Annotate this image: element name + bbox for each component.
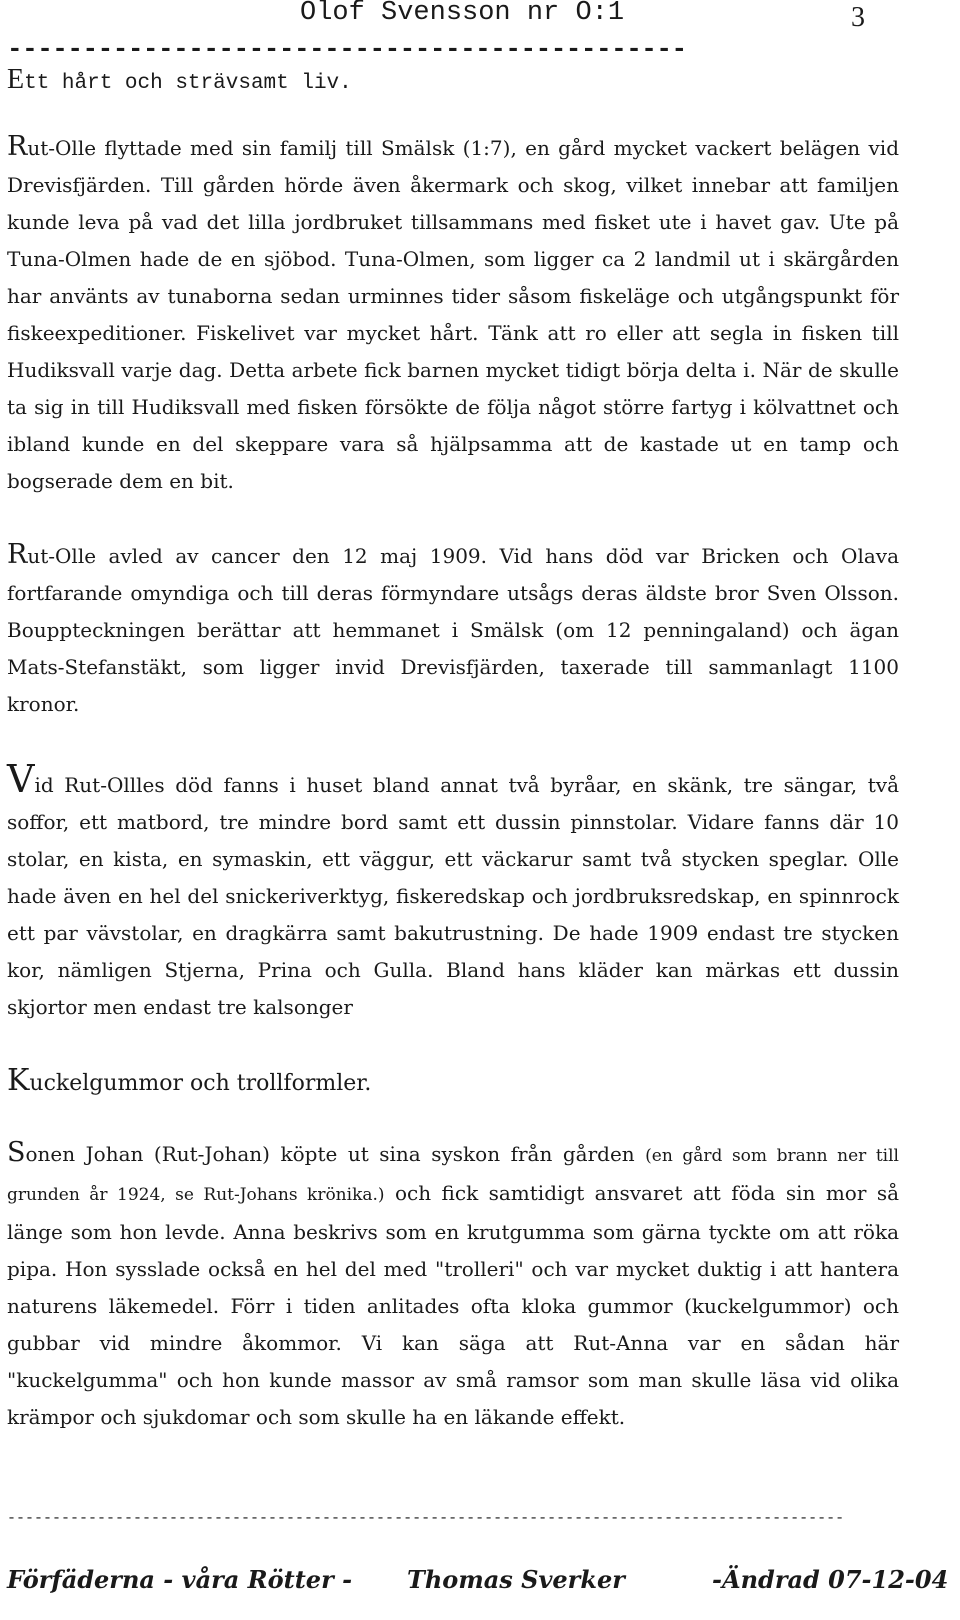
paragraph-initial: V (7, 757, 35, 801)
paragraph-text: id Rut-Ollles död fanns i huset bland annat två byråar, en skänk, tre sängar, två soffor, ett matbord, tre mindre bord samt ett dussin pinnstolar. Vidare fanns där 10 stolar, en kista, en symaskin, ett väggur, ett väckarur samt två stycken speglar. Olle hade även en hel del snickeriverktyg, fiskeredskap och jordbruksredskap, en spinnrock ett par vävstolar, en dragkärra samt bakutrustning. De hade 1909 endast tre stycken kor, nämligen Stjerna, Prina och Gulla. Bland hans kläder kan märkas ett dussin skjortor men endast tre kalsonger (7, 773, 899, 1019)
footer-series-title: Förfäderna - våra Rötter - (7, 1565, 353, 1594)
paragraph-3 (7, 757, 899, 1026)
section-heading-text: tt hårt och strävsamt liv. (24, 72, 352, 95)
paragraph-aside: (en gård som brann ner till grunden år 1924, se Rut-Johans krönika.) (7, 1146, 899, 1205)
paragraph-4 (7, 1134, 899, 1436)
paragraph-text: ut-Olle flyttade med sin familj till Smälsk (1:7), en gård mycket vackert belägen vid Drevisfjärden. Till gården hörde även åkermark och skog, vilket innebar att familjen kunde leva på vad det lilla jordbruket tillsammans med fisket ute i havet gav. Ute på Tuna-Olmen hade de en sjöbod. Tuna-Olmen, som ligger ca 2 landmil ut i skärgården har använts av tunaborna sedan urminnes tider såsom fiskeläge och utgångspunkt för fiskeexpeditioner. Fiskelivet var mycket hårt. Tänk att ro eller att segla in fisken till Hudiksvall varje dag. Detta arbete fick barnen mycket tidigt börja delta i. När de skulle ta sig in till Hudiksvall med fisken försökte de följa något större fartyg i kölvattnet och ibland kunde en del skeppare vara så hjälpsamma att de kastade ut en tamp och bogserade dem en bit. (7, 136, 899, 493)
footer-author: Thomas Sverker (407, 1565, 625, 1594)
paragraph-initial: R (7, 539, 28, 570)
sub-heading-text: uckelgummor och trollformler. (29, 1071, 372, 1096)
paragraph-2 (7, 536, 899, 723)
footer-date: -Ändrad 07-12-04 (712, 1565, 949, 1594)
section-heading (7, 64, 352, 96)
footer-divider: --------------------------------------------------------------------------------------------- (7, 1510, 845, 1527)
sub-heading (7, 1063, 371, 1098)
section-heading-initial: E (7, 64, 25, 95)
paragraph-initial: S (7, 1137, 26, 1168)
page-title: Olof Svensson nr O:1 (300, 0, 625, 28)
paragraph-text: onen Johan (Rut-Johan) köpte ut sina syskon från gården (25, 1142, 646, 1166)
paragraph-text: ut-Olle avled av cancer den 12 maj 1909. Vid hans död var Bricken och Olava fortfarande omyndiga och till deras förmyndare utsågs deras äldste bror Sven Olsson. Bouppteckningen berättar att hemmanet i Smälsk (om 12 penningaland) och ägan Mats-Stefanstäkt, som ligger invid Drevisfjärden, taxerade till sammanlagt 1100 kronor. (7, 544, 899, 716)
page-number: 3 (851, 2, 865, 33)
paragraph-1 (7, 128, 899, 500)
paragraph-text-continued: och fick samtidigt ansvaret att föda sin mor så länge som hon levde. Anna beskrivs som en krutgumma som gärna tyckte om att röka pipa. Hon sysslade också en hel del med "trolleri" och var mycket duktig i att hantera naturens läkemedel. Förr i tiden anlitades ofta kloka gummor (kuckelgummor) och gubbar vid mindre åkommor. Vi kan säga att Rut-Anna var en sådan här "kuckelgumma" och hon kunde massor av små ramsor som man skulle läsa vid olika krämpor och sjukdomar och som skulle ha en läkande effekt. (7, 1181, 900, 1429)
paragraph-initial: R (7, 131, 28, 162)
sub-heading-initial: K (7, 1063, 30, 1098)
header-divider: --------------------------------------------- (7, 34, 687, 64)
